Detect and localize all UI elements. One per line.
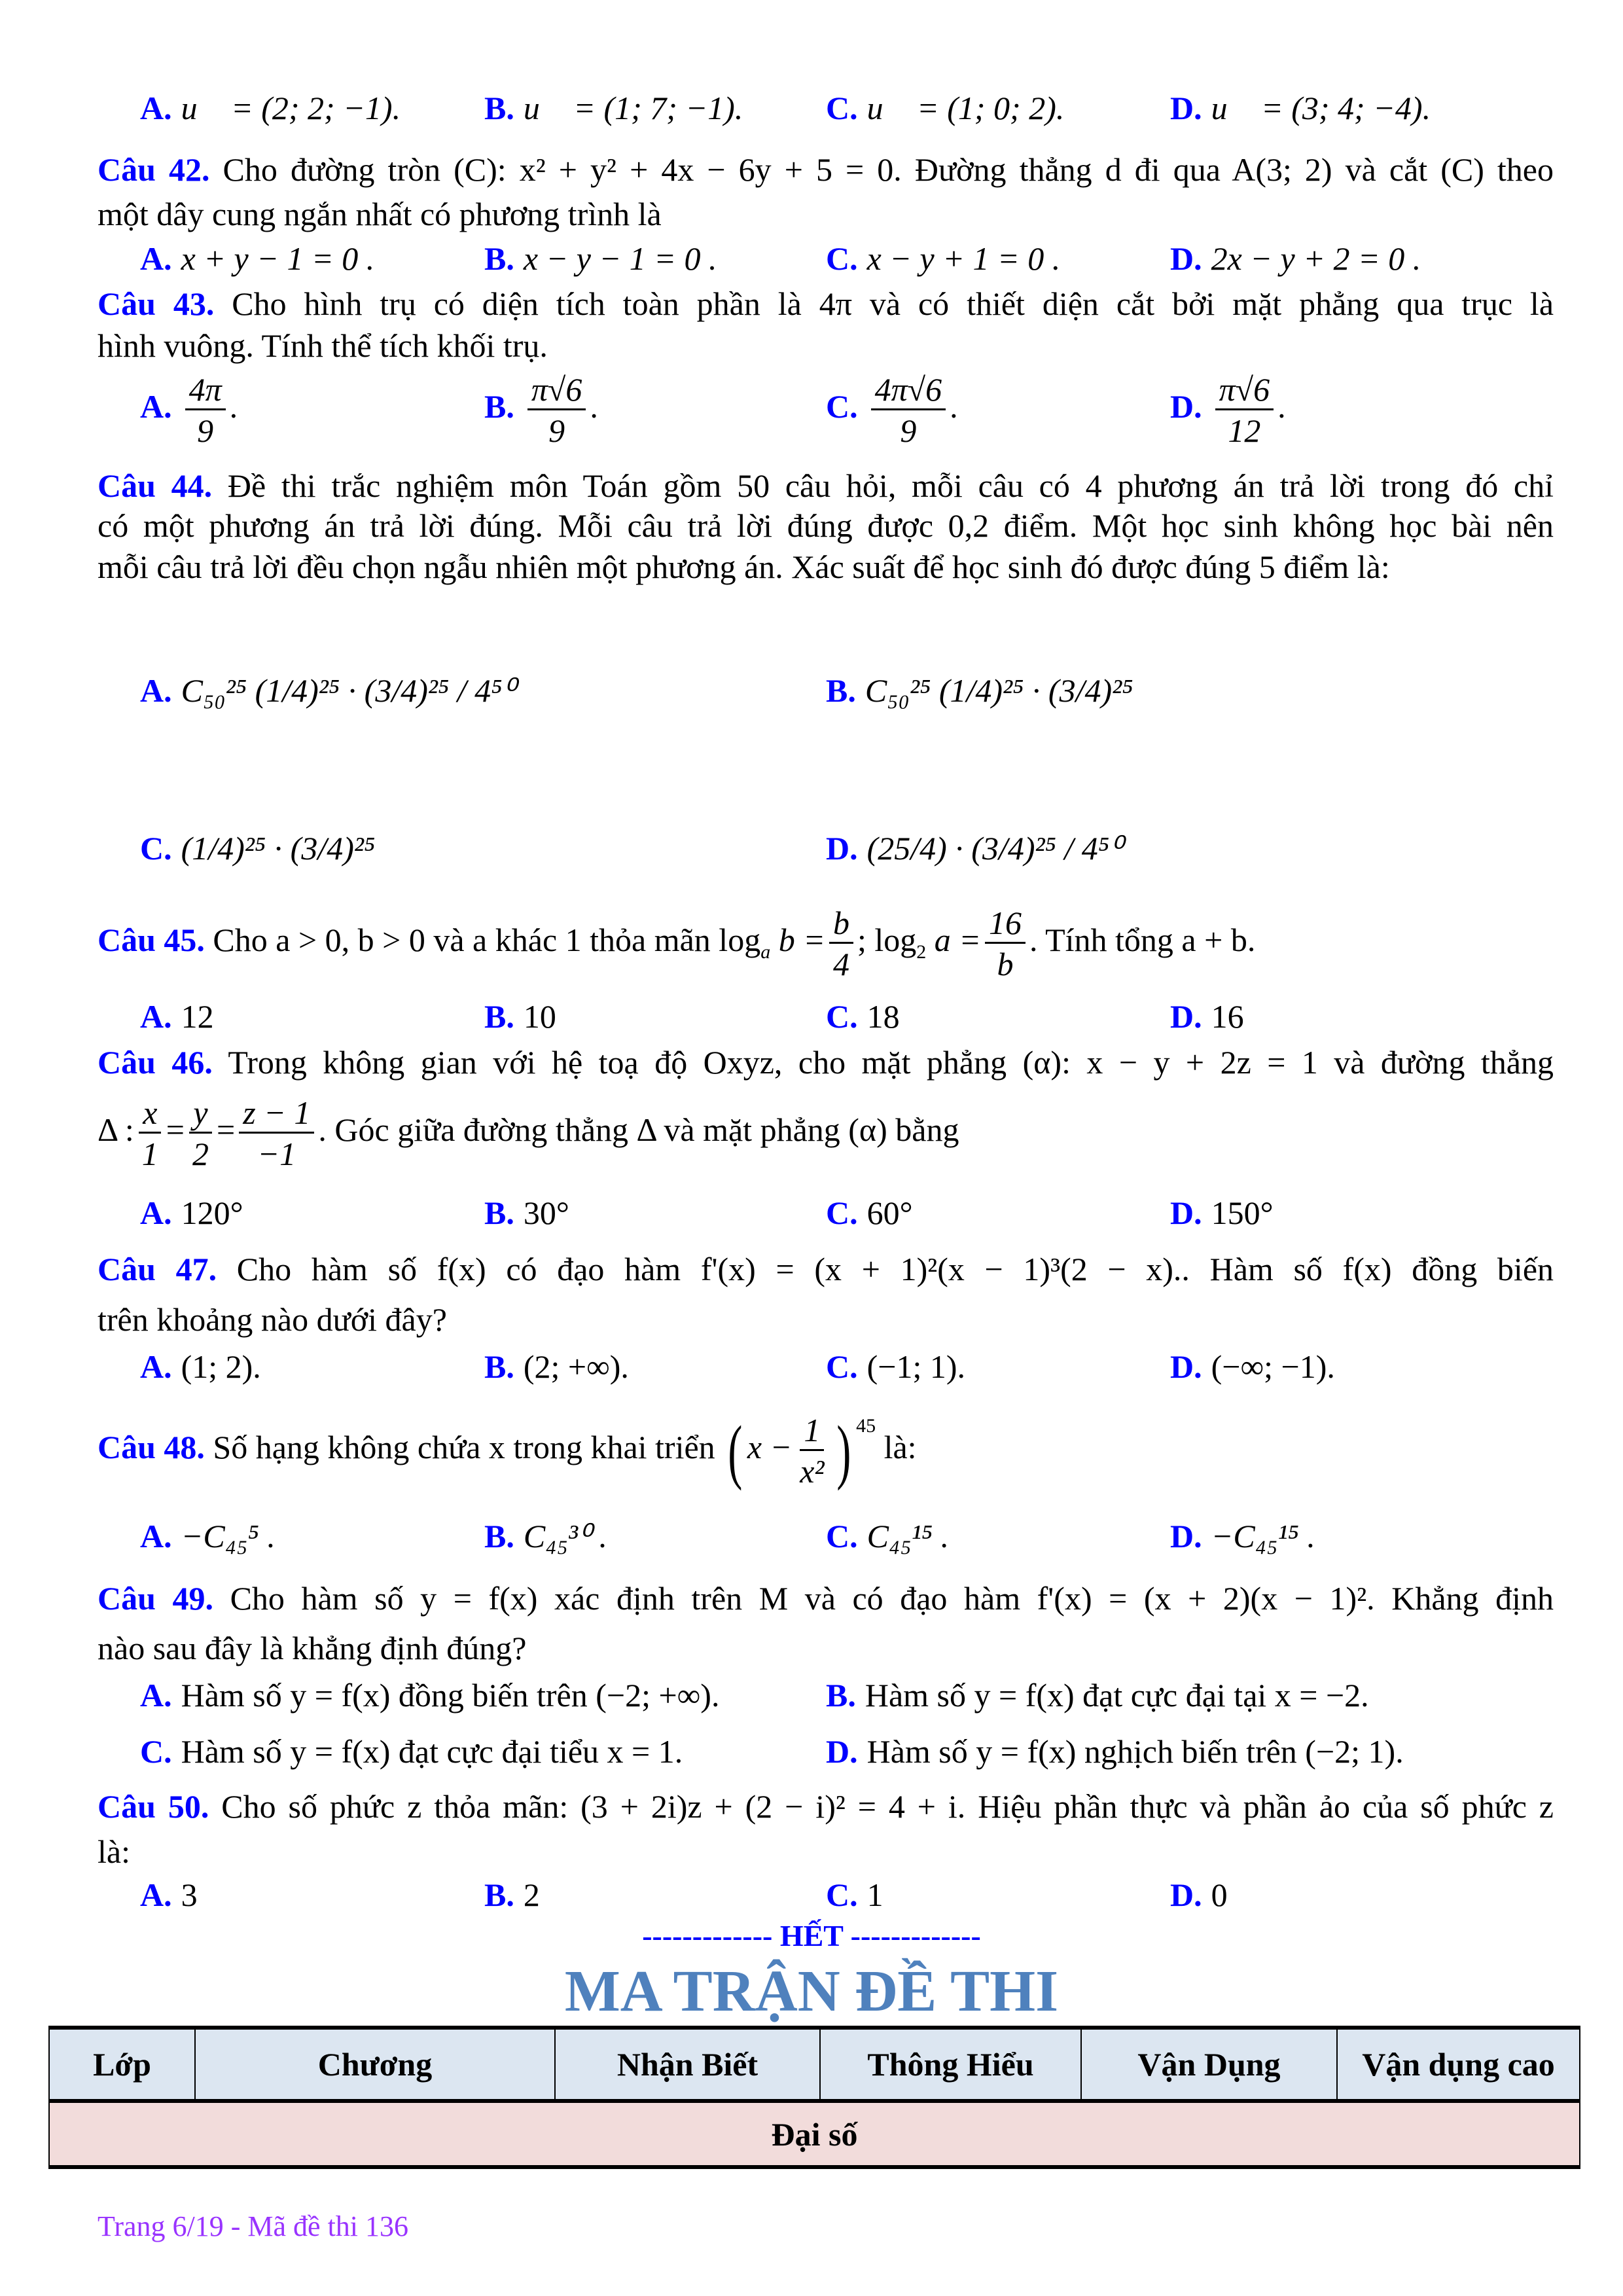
q43-answer-b: B. $\frac{\pi√6}{9}$ . <box>484 371 598 449</box>
question-label: Câu 47. <box>98 1251 217 1287</box>
q42-answer-c <box>826 242 1060 275</box>
numerator: π√6 <box>1215 373 1274 410</box>
question-text: . Tính tổng a + b. <box>1029 921 1256 958</box>
q42-line2: một dây cung ngắn nhất có phương trình là <box>98 196 662 232</box>
question-label: Câu 48. <box>98 1428 205 1465</box>
q46-answer-b <box>484 1196 569 1229</box>
answer-label: B. <box>484 998 514 1035</box>
q44-answer-c <box>140 832 375 865</box>
answer-label: D. <box>826 1733 858 1770</box>
denominator: 4 <box>832 946 849 982</box>
answer-text: 150° <box>1211 1194 1274 1231</box>
answer-label: C. <box>826 1194 858 1231</box>
math: a = <box>934 921 981 958</box>
math: Δ : <box>98 1111 134 1148</box>
numerator: z − 1 <box>239 1096 314 1134</box>
answer-text: Hàm số y = f(x) đồng biến trên (−2; +∞). <box>181 1677 720 1713</box>
answer-text: Hàm số y = f(x) nghịch biến trên (−2; 1). <box>866 1733 1404 1770</box>
answer-label: D. <box>1170 1876 1202 1913</box>
q45-answer-d <box>1170 1000 1244 1033</box>
header-chuong: Chương <box>195 2028 555 2101</box>
answer-text: x − y + 1 = 0 . <box>866 240 1061 277</box>
answer-text: (1; 2). <box>181 1348 261 1385</box>
numerator: 16 <box>985 906 1026 944</box>
numerator: 4π√6 <box>871 373 946 410</box>
answer-text: 3 <box>181 1876 198 1913</box>
answer-label: C. <box>826 1518 858 1554</box>
answer-text: 18 <box>866 998 900 1035</box>
denominator: x² <box>800 1453 825 1490</box>
answer-label: B. <box>484 90 514 126</box>
q49-answer-b <box>826 1679 1369 1712</box>
q47-line1 <box>98 1253 1554 1285</box>
question-text: Trong không gian với hệ toạ độ Oxyz, cho mặt phẳng (α): x − y + 2z = 1 và đường thẳng <box>228 1044 1554 1081</box>
question-text: Đề thi trắc nghiệm môn Toán gồm 50 câu hỏi, mỗi câu có 4 phương án trả lời trong đó chỉ <box>227 467 1554 504</box>
question-label: Câu 49. <box>98 1580 213 1617</box>
answer-text: u⃗ = (1; 0; 2). <box>866 90 1065 126</box>
section-dai-so: Đại số <box>49 2101 1580 2167</box>
math: ; log <box>857 921 917 958</box>
answer-text: −C₄₅¹⁵ . <box>1211 1518 1315 1554</box>
header-lop: Lớp <box>49 2028 195 2101</box>
q43-answer-a: A. $\frac{4\pi}{9}$ . <box>140 371 238 449</box>
question-text: . Góc giữa đường thẳng Δ và mặt phẳng (α) bằng <box>318 1111 959 1148</box>
answer-text: u⃗ = (1; 7; −1). <box>523 90 743 126</box>
q49-answer-a <box>140 1679 719 1712</box>
answer-text: (1/4)²⁵ · (3/4)²⁵ <box>181 830 376 867</box>
answer-label: D. <box>1170 1194 1202 1231</box>
denominator: 9 <box>548 412 565 449</box>
question-text: Cho hàm số y = f(x) xác định trên M và có đạo hàm f'(x) = (x + 2)(x − 1)². Khẳng định <box>230 1580 1554 1617</box>
question-label: Câu 42. <box>98 151 210 188</box>
answer-label: A. <box>140 387 172 425</box>
answer-text: 60° <box>866 1194 913 1231</box>
q47-answer-c <box>826 1350 965 1383</box>
question-text: Cho a > 0, b > 0 và a khác 1 thỏa mãn log <box>213 921 761 958</box>
math: b = <box>778 921 825 958</box>
answer-text: (−∞; −1). <box>1211 1348 1335 1385</box>
q45-line1: Câu 45. Cho a > 0, b > 0 và a khác 1 thỏa mãn $\log_a b$ = $\frac{b}{4}$ ; $\log_2 a$ = $\frac{16}{b}$ . Tính tổng a + b. <box>98 905 1256 982</box>
answer-label: B. <box>484 1876 514 1913</box>
q45-answer-a <box>140 1000 214 1033</box>
answer-label: D. <box>1170 90 1202 126</box>
answer-text: Hàm số y = f(x) đạt cực đại tiểu x = 1. <box>181 1733 683 1770</box>
answer-text: C₄₅¹⁵ . <box>866 1518 950 1554</box>
answer-text: 2 <box>523 1876 540 1913</box>
q48-answer-c <box>826 1520 949 1552</box>
answer-label: A. <box>140 90 172 126</box>
answer-text: C₄₅³⁰ . <box>523 1518 608 1554</box>
numerator: x <box>139 1096 161 1134</box>
answer-label: A. <box>140 1876 172 1913</box>
footer-text: Trang 6/19 - Mã đề thi 136 <box>98 2210 409 2242</box>
answer-label: D. <box>1170 1348 1202 1385</box>
math: x − <box>747 1428 793 1465</box>
answer-label: C. <box>826 387 858 425</box>
q44-answer-b <box>826 674 1133 707</box>
answer-label: B. <box>484 387 514 425</box>
answer-label: C. <box>826 998 858 1035</box>
q49-line1 <box>98 1582 1554 1615</box>
question-text: Cho hình trụ có diện tích toàn phần là 4π và có thiết diện cắt bởi mặt phẳng qua trục là <box>232 285 1554 322</box>
q43-answer-d: D. $\frac{\pi√6}{12}$ . <box>1170 371 1286 449</box>
q48-answer-a <box>140 1520 276 1552</box>
numerator: y <box>189 1096 211 1134</box>
q47-answer-a <box>140 1350 261 1383</box>
answer-label: C. <box>826 1348 858 1385</box>
q46-line2: Δ : $\frac{x}{1}$ = $\frac{y}{2}$ = $\frac{z - 1}{-1}$ . Góc giữa đường thẳng Δ và mặt phẳng (α) bằng <box>98 1094 959 1172</box>
answer-text: u⃗ = (3; 4; −4). <box>1211 90 1431 126</box>
numerator: 4π <box>185 373 226 410</box>
q45-answer-c <box>826 1000 900 1033</box>
q42-answer-a <box>140 242 374 275</box>
question-text: Số hạng không chứa x trong khai triển <box>213 1428 715 1465</box>
q50-answer-a <box>140 1878 198 1911</box>
answer-label: D. <box>826 830 858 867</box>
q41-answer-b <box>484 92 743 124</box>
answer-text: 120° <box>181 1194 243 1231</box>
answer-label: D. <box>1170 998 1202 1035</box>
q44-line1 <box>98 469 1554 502</box>
footer <box>98 2212 408 2241</box>
q48-answer-d <box>1170 1520 1315 1552</box>
answer-label: A. <box>140 1677 172 1713</box>
q46-answer-a <box>140 1196 243 1229</box>
q47-line2: trên khoảng nào dưới đây? <box>98 1301 447 1338</box>
answer-text: u⃗ = (2; 2; −1). <box>181 90 401 126</box>
question-label: Câu 45. <box>98 921 205 958</box>
answer-label: B. <box>826 672 856 709</box>
answer-label: D. <box>1170 1518 1202 1554</box>
denominator: 9 <box>197 412 214 449</box>
q50-line2: là: <box>98 1833 130 1870</box>
q48-answer-b <box>484 1520 607 1552</box>
q42-answer-d <box>1170 242 1421 275</box>
answer-label: C. <box>140 1733 172 1770</box>
answer-label: A. <box>140 672 172 709</box>
answer-label: D. <box>1170 387 1202 425</box>
q41-answer-a <box>140 92 401 124</box>
question-text: Cho hàm số f(x) có đạo hàm f'(x) = (x + 1)²(x − 1)³(2 − x).. Hàm số f(x) đồng biến <box>236 1251 1554 1287</box>
header-nhan-biet: Nhận Biết <box>555 2028 820 2101</box>
q46-line1 <box>98 1046 1554 1079</box>
q41-answer-d <box>1170 92 1431 124</box>
denominator: 1 <box>141 1136 158 1172</box>
denominator: 9 <box>900 412 917 449</box>
answer-text: 12 <box>181 998 214 1035</box>
numerator: b <box>829 906 853 944</box>
q44-line2: có một phương án trả lời đúng. Mỗi câu trả lời đúng được 0,2 điểm. Một học sinh không học bài nên <box>98 507 1554 544</box>
q42-line1 <box>98 153 1554 186</box>
q44-answer-d <box>826 832 1122 865</box>
q42-answer-b <box>484 242 717 275</box>
q43-answer-c: C. $\frac{4\pi√6}{9}$ . <box>826 371 958 449</box>
q44-answer-a <box>140 674 516 707</box>
answer-label: A. <box>140 998 172 1035</box>
matrix-title: MA TRẬN ĐỀ THI <box>564 1959 1059 2024</box>
answer-label: C. <box>826 240 858 277</box>
answer-text: (2; +∞). <box>523 1348 629 1385</box>
answer-text: x − y − 1 = 0 . <box>523 240 717 277</box>
header-van-dung: Vận Dụng <box>1081 2028 1337 2101</box>
answer-text: 1 <box>866 1876 883 1913</box>
q41-answer-c <box>826 92 1064 124</box>
q50-answer-b <box>484 1878 540 1911</box>
question-label: Câu 44. <box>98 467 213 504</box>
answer-label: B. <box>826 1677 856 1713</box>
q49-answer-c <box>140 1735 683 1768</box>
end-marker: ------------- HẾT ------------- <box>642 1919 981 1952</box>
q47-answer-b <box>484 1350 629 1383</box>
answer-label: A. <box>140 1518 172 1554</box>
answer-label: B. <box>484 1518 514 1554</box>
q44-line3: mỗi câu trả lời đều chọn ngẫu nhiên một phương án. Xác suất để học sinh đó được đúng 5 điểm là: <box>98 548 1390 585</box>
question-text: Cho số phức z thỏa mãn: (3 + 2i)z + (2 − i)² = 4 + i. Hiệu phần thực và phần ảo của số phức z <box>221 1788 1554 1825</box>
q43-line1 <box>98 287 1554 320</box>
q47-answer-d <box>1170 1350 1335 1383</box>
answer-label: B. <box>484 240 514 277</box>
q49-answer-d <box>826 1735 1404 1768</box>
numerator: π√6 <box>527 373 586 410</box>
answer-label: B. <box>484 1194 514 1231</box>
answer-label: A. <box>140 240 172 277</box>
answer-text: 16 <box>1211 998 1244 1035</box>
matrix-table <box>48 2026 1580 2169</box>
answer-text: (25/4) · (3/4)²⁵ / 4⁵⁰ <box>866 830 1123 867</box>
question-label: Câu 50. <box>98 1788 209 1825</box>
q46-answer-d <box>1170 1196 1274 1229</box>
question-text: là: <box>883 1428 917 1465</box>
q45-answer-b <box>484 1000 556 1033</box>
answer-label: A. <box>140 1348 172 1385</box>
answer-text: 10 <box>523 998 556 1035</box>
answer-text: x + y − 1 = 0 . <box>181 240 375 277</box>
answer-label: B. <box>484 1348 514 1385</box>
answer-text: 2x − y + 2 = 0 . <box>1211 240 1421 277</box>
question-text: Cho đường tròn (C): x² + y² + 4x − 6y + 5 = 0. Đường thẳng d đi qua A(3; 2) và cắt (C) theo <box>223 151 1554 188</box>
q49-line2: nào sau đây là khẳng định đúng? <box>98 1630 527 1666</box>
q46-answer-c <box>826 1196 913 1229</box>
header-van-dung-cao: Vận dụng cao <box>1337 2028 1580 2101</box>
denominator: −1 <box>257 1136 296 1172</box>
denominator: 12 <box>1228 412 1261 449</box>
answer-text: C₅₀²⁵ (1/4)²⁵ · (3/4)²⁵ <box>865 672 1133 709</box>
answer-text: C₅₀²⁵ (1/4)²⁵ · (3/4)²⁵ / 4⁵⁰ <box>181 672 516 709</box>
q50-answer-c <box>826 1878 883 1911</box>
answer-label: C. <box>140 830 172 867</box>
q50-answer-d <box>1170 1878 1228 1911</box>
numerator: 1 <box>800 1414 824 1451</box>
answer-label: A. <box>140 1194 172 1231</box>
q50-line1 <box>98 1790 1554 1823</box>
answer-text: Hàm số y = f(x) đạt cực đại tại x = −2. <box>865 1677 1369 1713</box>
q43-line2: hình vuông. Tính thể tích khối trụ. <box>98 327 548 364</box>
answer-label: C. <box>826 1876 858 1913</box>
answer-label: C. <box>826 90 858 126</box>
question-label: Câu 46. <box>98 1044 213 1081</box>
question-label: Câu 43. <box>98 285 215 322</box>
answer-label: D. <box>1170 240 1202 277</box>
answer-text: 0 <box>1211 1876 1228 1913</box>
exponent: 45 <box>856 1414 876 1437</box>
answer-text: −C₄₅⁵ . <box>181 1518 276 1554</box>
q48-line1: Câu 48. Số hạng không chứa x trong khai triển ( x − $\frac{1}{\text{x²}}$ ) $^{45}$ là: <box>98 1410 917 1491</box>
header-thong-hieu: Thông Hiểu <box>820 2028 1081 2101</box>
answer-text: (−1; 1). <box>866 1348 965 1385</box>
denominator: b <box>997 946 1014 982</box>
denominator: 2 <box>192 1136 209 1172</box>
answer-text: 30° <box>523 1194 569 1231</box>
